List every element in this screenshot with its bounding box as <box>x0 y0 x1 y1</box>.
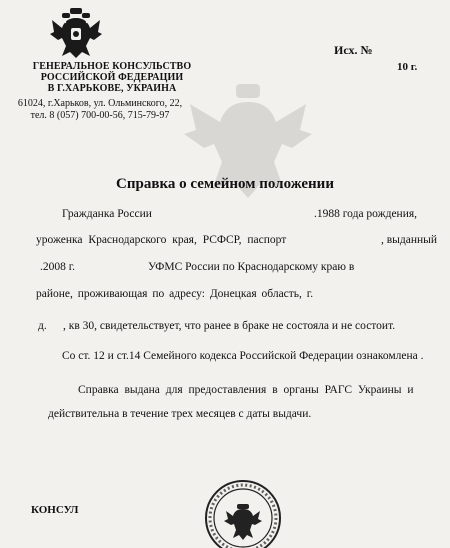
body-text: .1988 года рождения, <box>314 208 418 220</box>
body-text: Со ст. 12 и ст.14 Семейного кодекса Российской Федерации ознакомлена . <box>62 350 424 362</box>
outgoing-year: 10 г. <box>397 61 418 73</box>
consulate-address <box>0 98 200 122</box>
body-text: , выданный <box>381 234 438 246</box>
outgoing-number: Исх. № <box>334 43 373 57</box>
body-text: Гражданка России <box>62 208 152 220</box>
document-title: Справка о семейном положении <box>116 176 334 192</box>
body-text: .2008 г. <box>40 261 76 273</box>
phone-line: тел. 8 (057) 700-00-56, 715-79-97 <box>30 110 170 121</box>
body-text: Справка выдана для предоставления в органы РАГС Украины и <box>78 384 414 396</box>
address-line: 61024, г.Харьков, ул. Ольминского, 22, <box>17 98 183 109</box>
body-text: уроженка Краснодарского края, РСФСР, паспорт <box>36 234 287 246</box>
org-line: ГЕНЕРАЛЬНОЕ КОНСУЛЬСТВО <box>32 61 192 72</box>
org-line: В Г.ХАРЬКОВЕ, УКРАИНА <box>47 83 177 94</box>
body-text: , кв 30, свидетельствует, что ранее в браке не состояла и не состоит. <box>63 320 396 332</box>
double-headed-eagle-icon <box>48 6 104 60</box>
signatory-title: КОНСУЛ <box>31 504 79 516</box>
round-consular-seal-icon <box>202 474 284 548</box>
body-text: районе, проживающая по адресу: Донецкая область, г. <box>36 288 314 300</box>
org-line: РОССИЙСКОЙ ФЕДЕРАЦИИ <box>40 72 184 83</box>
body-text: УФМС России по Краснодарскому краю в <box>148 261 355 273</box>
body-text: действительна в течение трех месяцев с даты выдачи. <box>48 408 312 420</box>
body-text: д. <box>38 320 47 332</box>
